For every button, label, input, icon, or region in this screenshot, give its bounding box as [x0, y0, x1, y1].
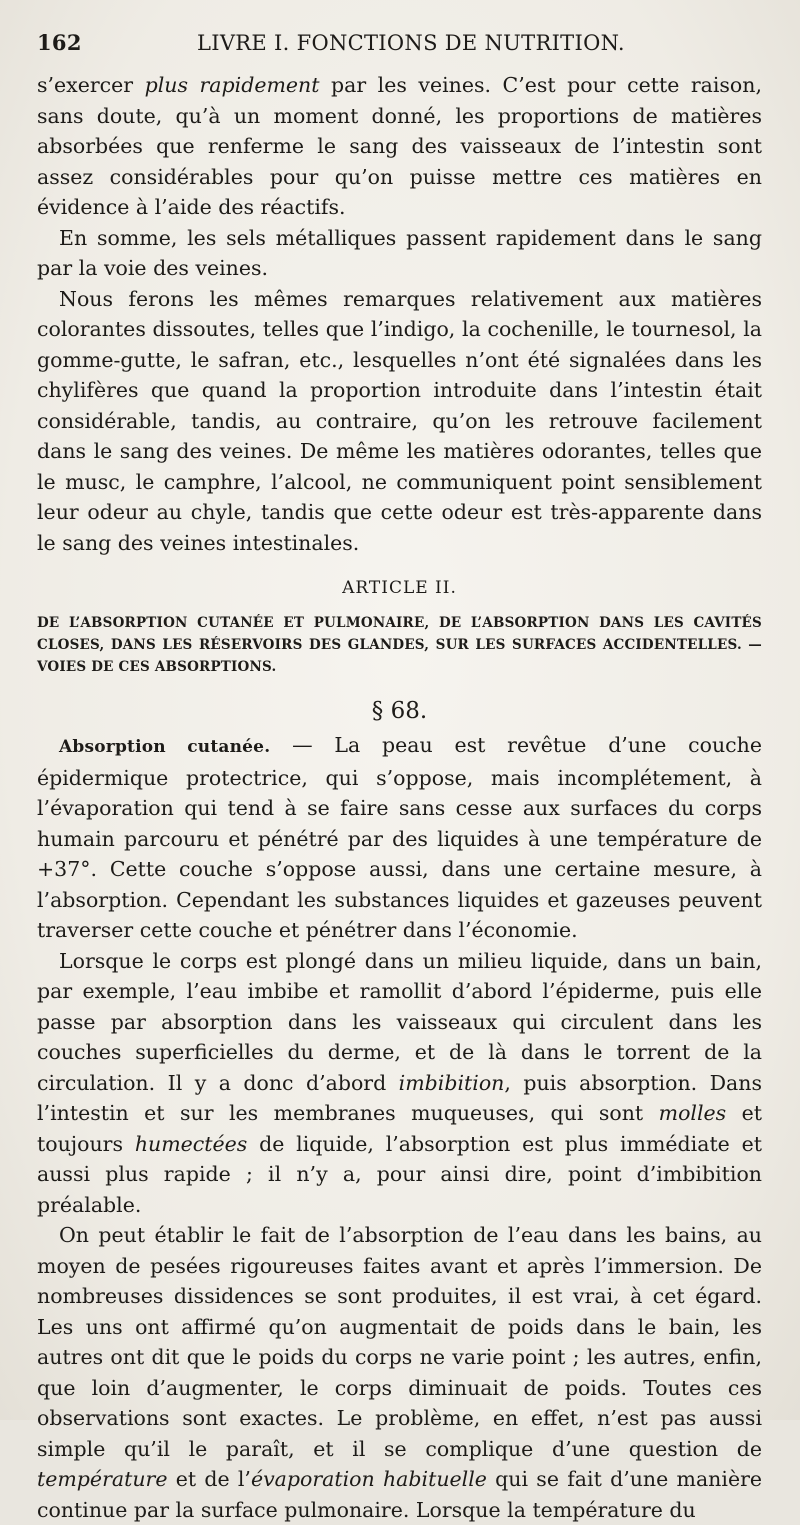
paragraph: En somme, les sels métalliques passent rapidement dans le sang par la voie des veines. [37, 225, 762, 280]
text-run: par les veines. C’est pour cette raison, sans doute, qu’à un moment donné, les proportions de matières absorbées que renferme le sang des vaisseaux de l’intestin sont assez considérables pour qu’on puisse mettre ces matières en évidence à l’aide des réactifs. [37, 73, 762, 219]
italic-text: imbibition [398, 1070, 505, 1095]
text-run: , puis absorption. Dans l’intestin et sur les membranes muqueuses, qui sont [37, 1070, 762, 1125]
italic-text: évaporation habituelle [250, 1467, 487, 1491]
text-run: qui se fait d’une manière continue par la surface pulmonaire. Lorsque la température du [37, 1467, 763, 1522]
paragraph [37, 1220, 762, 1525]
paragraph-lead: Absorption cutanée. [59, 737, 271, 757]
text-run: s’exercer [37, 73, 145, 97]
page-header [37, 30, 762, 66]
paragraph [37, 70, 762, 223]
text-run: et toujours [37, 1101, 762, 1156]
paragraph: Nous ferons les mêmes remarques relativement aux matières colorantes dissoutes, telles que l’indigo, la cochenille, le tournesol, la gomme-gutte, le safran, etc., lesquelles n’ont été signalées dans les chylifères que quand la proportion introduite dans l’intestin était considérable, tandis, au contraire, qu’on les retrouve facilement dans le sang des veines. De même les matières odorantes, telles que le musc, le camphre, l’alcool, ne communiquent point sensiblement leur odeur au chyle, tandis que cette odeur est très-apparente dans le sang des veines intestinales. [37, 286, 762, 555]
page-number: 162 [37, 30, 82, 55]
text-run: Lorsque le corps est plongé dans un milieu liquide, dans un bain, par exemple, l’eau imbibe et ramollit d’abord l’épiderme, puis elle passe par absorption dans les vaisseaux qui circulent dans les couches superficielles du derme, et de là dans le torrent de la circulation. Il y a donc d’abord [37, 948, 762, 1095]
italic-text: humectées [134, 1131, 248, 1156]
text-run: On peut établir le fait de l’absorption de l’eau dans les bains, au moyen de pesées rigoureuses faites avant et après l’immersion. De nombreuses dissidences se sont produites, il est vrai, à cet égard. Les uns ont affirmé qu’on augmentait de poids dans le bain, les autres ont dit que le poids du corps ne varie point ; les autres, enfin, que loin d’augmenter, le corps diminuait de poids. Toutes ces observations sont exactes. Le problème, en effet, n’est pas aussi simple qu’il le paraît, et il se complique d’une question de [37, 1223, 762, 1461]
paragraph [37, 730, 762, 946]
italic-text: température [37, 1467, 168, 1491]
section-number: § 68. [371, 698, 428, 724]
text-run: — La peau est revêtue d’une couche épidermique protectrice, qui s’oppose, mais incomplétement, à l’évaporation qui tend à se faire sans cesse aux surfaces du corps humain parcouru et pénétré par des liquides à une température de +37°. Cette couche s’oppose aussi, dans une certaine mesure, à l’absorption. Cependant les substances liquides et gazeuses peuvent traverser cette couche et pénétrer dans l’économie. [37, 733, 762, 942]
italic-text: plus rapidement [144, 73, 320, 97]
article-heading: ARTICLE II. [342, 578, 457, 598]
paragraph [37, 946, 762, 1221]
article-title: DE L’ABSORPTION CUTANÉE ET PULMONAIRE, DE L’ABSORPTION DANS LES CAVITÉS CLOSES, DANS LES RÉSERVOIRS DES GLANDES, SUR LES SURFACES ACCIDENTELLES. — VOIES DE CES ABSORPTIONS. [37, 615, 762, 675]
text-run: de liquide, l’absorption est plus immédiate et aussi plus rapide ; il n’y a, pour ainsi dire, point d’imbibition préalable. [37, 1131, 762, 1217]
text-run: et de l’ [167, 1467, 251, 1491]
italic-text: molles [658, 1101, 727, 1125]
running-title: LIVRE I. FONCTIONS DE NUTRITION. [197, 31, 625, 55]
